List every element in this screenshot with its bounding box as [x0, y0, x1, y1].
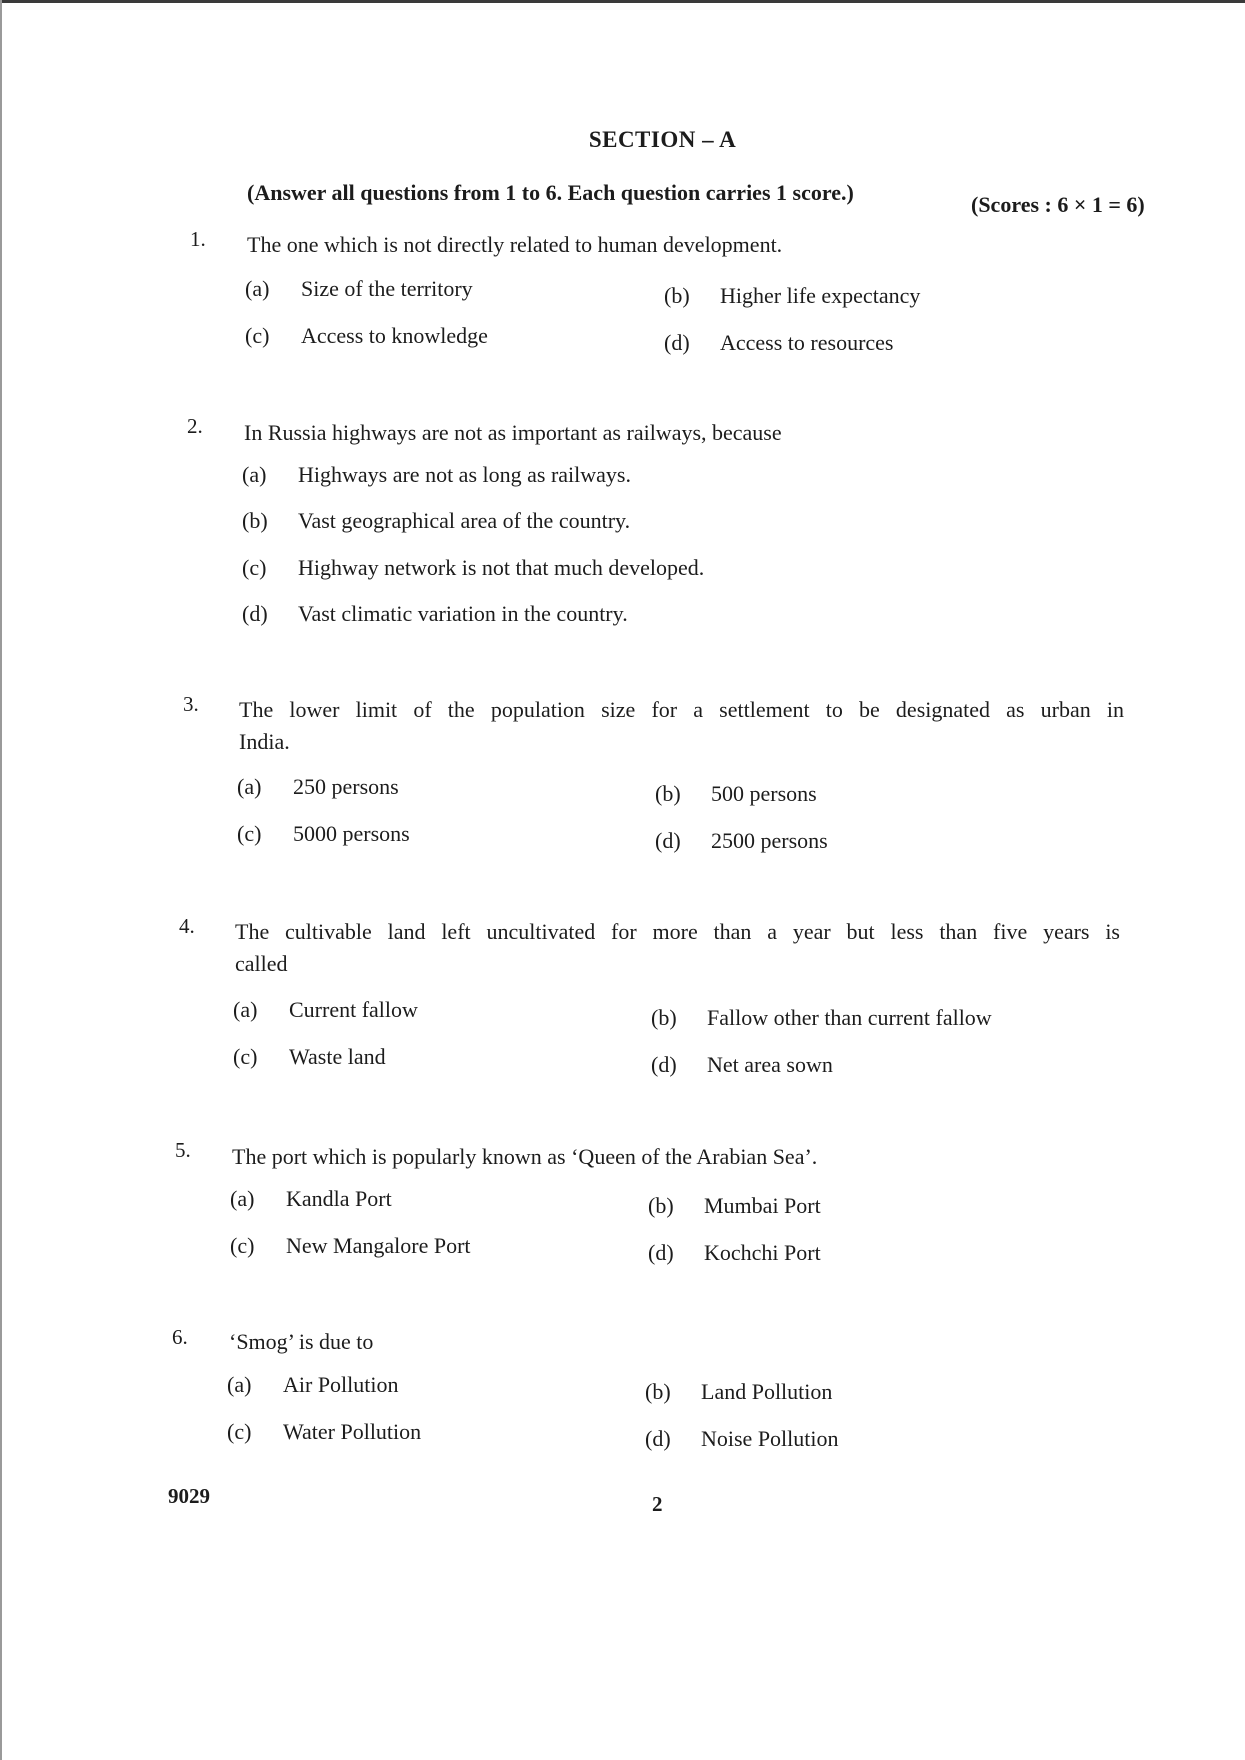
option-d: (d) Vast climatic variation in the country. [242, 601, 628, 626]
option-b: (b) Higher life expectancy [664, 283, 921, 308]
scan-edge-top [0, 0, 1245, 3]
question-text: In Russia highways are not as important as railways, because [244, 420, 782, 445]
page-number: 2 [652, 1492, 663, 1516]
question-text-line2: called [235, 951, 288, 976]
option-d: (d) Noise Pollution [645, 1426, 839, 1451]
option-b: (b) Land Pollution [645, 1379, 833, 1404]
question-text-line1: The lower limit of the population size for a settlement to be designated as urban in [239, 697, 1124, 722]
option-c: (c) 5000 persons [237, 821, 410, 846]
question-text: The port which is popularly known as ‘Queen of the Arabian Sea’. [232, 1144, 818, 1169]
option-c: (c) Water Pollution [227, 1419, 422, 1444]
option-c: (c) Waste land [233, 1044, 386, 1069]
option-c: (c) Highway network is not that much developed. [242, 555, 705, 580]
question-text-line2: India. [239, 729, 290, 754]
option-d: (d) Access to resources [664, 330, 894, 355]
instruction: (Answer all questions from 1 to 6. Each question carries 1 score.) [247, 180, 854, 205]
question-text: ‘Smog’ is due to [229, 1329, 374, 1354]
option-b: (b) Vast geographical area of the country. [242, 508, 631, 533]
option-c: (c) New Mangalore Port [230, 1233, 471, 1258]
option-b: (b) 500 persons [655, 781, 817, 806]
question-number: 3. [183, 692, 199, 716]
question-text: The one which is not directly related to human development. [247, 232, 783, 257]
option-d: (d) 2500 persons [655, 828, 828, 853]
option-b: (b) Fallow other than current fallow [651, 1005, 992, 1030]
option-a: (a) Current fallow [233, 997, 418, 1022]
option-a: (a) Size of the territory [245, 276, 473, 301]
option-c: (c) Access to knowledge [245, 323, 488, 348]
option-d: (d) Kochchi Port [648, 1240, 821, 1265]
option-d: (d) Net area sown [651, 1052, 833, 1077]
scan-edge-left [0, 0, 2, 1760]
option-a: (a) Air Pollution [227, 1372, 399, 1397]
scores: (Scores : 6 × 1 = 6) [971, 192, 1145, 217]
option-b: (b) Mumbai Port [648, 1193, 821, 1218]
question-number: 1. [190, 227, 206, 251]
section-title: SECTION – A [588, 127, 737, 152]
question-number: 4. [179, 914, 195, 938]
question-number: 5. [175, 1138, 191, 1162]
question-number: 2. [187, 414, 203, 438]
question-number: 6. [172, 1325, 188, 1349]
paper-code: 9029 [168, 1484, 210, 1508]
option-a: (a) Kandla Port [230, 1186, 392, 1211]
question-text-line1: The cultivable land left uncultivated for more than a year but less than five years is [235, 919, 1120, 944]
option-a: (a) 250 persons [237, 774, 399, 799]
option-a: (a) Highways are not as long as railways. [242, 462, 631, 487]
